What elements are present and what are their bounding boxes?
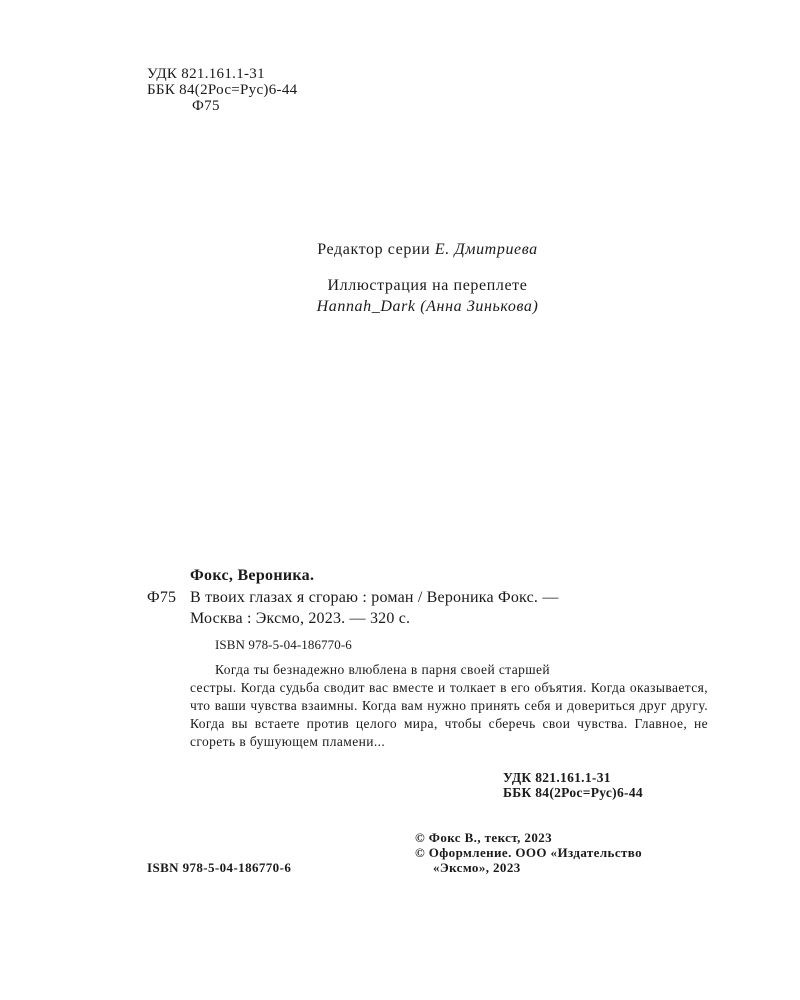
series-editor-credit [0, 241, 800, 259]
illustrator-real-name: (Анна Зинькова) [420, 298, 539, 315]
classification-codes-top [147, 66, 297, 114]
editor-label: Редактор серии [317, 241, 431, 258]
bib-title-line: В твоих глазах я сгораю : роман / Вероника Фокс. — [190, 589, 559, 606]
bbk-code: ББК 84(2Рос=Рус)6-44 [147, 82, 298, 98]
author-heading: Фокс, Вероника. [190, 567, 315, 584]
udk-code-bottom: УДК 821.161.1-31 [503, 770, 611, 785]
illustrator-credit [0, 298, 800, 316]
annotation [190, 661, 708, 751]
isbn-bottom: ISBN 978-5-04-186770-6 [147, 860, 292, 875]
bib-imprint-line: Москва : Эксмо, 2023. — 320 с. [190, 610, 411, 627]
annotation-body: сестры. Когда судьба сводит вас вместе и толкает в его объятия. Когда оказывается, что ваши чувства взаимны. Когда вам нужно принять себя и довериться друг другу. Когда вы встаете против целого мира, чтобы сберечь свои чувства. Главное, не сгореть в бушующем пламени... [190, 680, 708, 749]
copyright-block [415, 830, 642, 875]
udk-code: УДК 821.161.1-31 [147, 66, 265, 82]
copyright-design-2: «Эксмо», 2023 [433, 860, 521, 875]
copyright-design-1: © Оформление. ООО «Издательство [415, 845, 643, 860]
bib-code: Ф75 [147, 589, 177, 606]
illustration-credit-label: Иллюстрация на переплете [327, 277, 528, 294]
illustrator-nickname: Hannah_Dark [316, 298, 416, 315]
classification-codes-bottom [503, 770, 643, 800]
bbk-code-bottom: ББК 84(2Рос=Рус)6-44 [503, 785, 643, 800]
bibliographic-record [147, 587, 559, 629]
annotation-first-line: Когда ты безнадежно влюблена в парня своей старшей [215, 662, 551, 677]
copyright-text: © Фокс В., текст, 2023 [415, 830, 553, 845]
author-mark: Ф75 [192, 98, 220, 114]
bib-isbn: ISBN 978-5-04-186770-6 [215, 637, 352, 652]
editor-name: Е. Дмитриева [434, 241, 538, 258]
